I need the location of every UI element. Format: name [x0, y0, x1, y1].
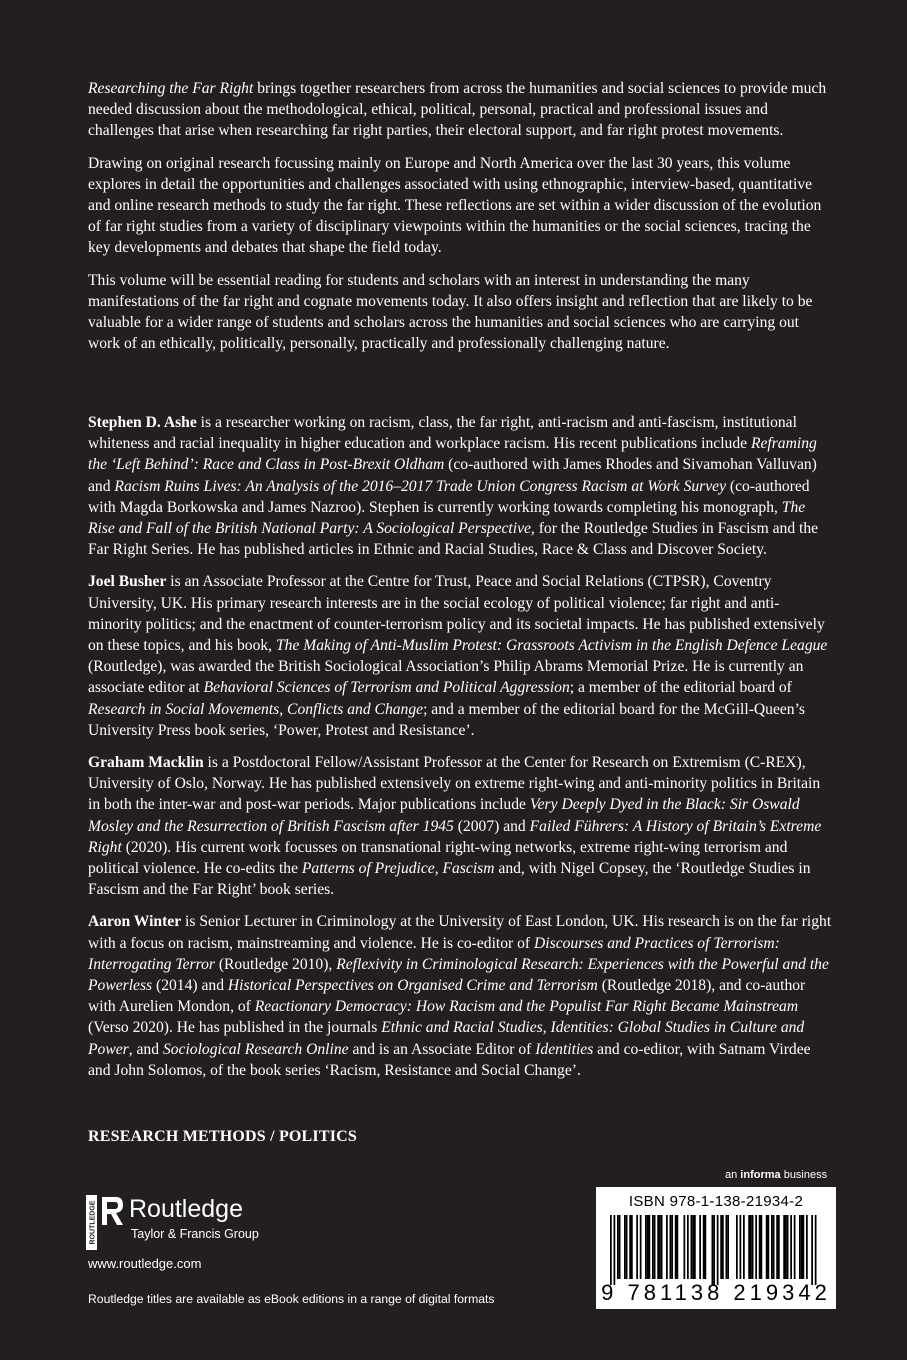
barcode-bar: [666, 1215, 668, 1279]
author-name: Aaron Winter: [88, 913, 182, 931]
barcode-bar: [727, 1215, 729, 1279]
routledge-logo-mark: [86, 1195, 126, 1250]
barcode-bar: [740, 1215, 742, 1279]
description-paragraph: [88, 78, 832, 142]
barcode-bar: [811, 1215, 813, 1285]
publication-title: Discourses and Practices of Terrorism: Interrogating Terror: [88, 934, 780, 973]
barcode-bar: [759, 1215, 761, 1279]
bio-text: is a researcher working on racism, class, the far right, anti-racism and anti-fascism, institutional whiteness and racial inequality in higher education and workplace racism. His recent publications include: [88, 414, 797, 453]
barcode-bar: [610, 1215, 612, 1285]
publication-title: Reactionary Democracy: How Racism and the Populist Far Right Became Mainstream: [254, 998, 799, 1016]
barcode-bar: [619, 1215, 621, 1279]
publication-title: The Rise and Fall of the British National Party: A Sociological Perspective: [88, 498, 806, 538]
book-description: [88, 78, 832, 365]
barcode-bar: [647, 1215, 649, 1279]
barcode-bar: [631, 1215, 633, 1279]
barcode-bar: [776, 1215, 778, 1279]
barcode-bar: [783, 1215, 785, 1279]
bio-busher: [88, 571, 832, 741]
author-bios: [88, 412, 832, 1092]
informa-business-label: [725, 1169, 827, 1181]
routledge-spine-text: ROUTLEDGE: [89, 1200, 97, 1245]
publication-title: Very Deeply Dyed in the Black: Sir Oswald Mosley and the Resurrection of British Fascism after 1945: [88, 796, 800, 835]
barcode-bar: [687, 1215, 689, 1279]
publication-title: Racism Ruins Lives: An Analysis of the 2016–2017 Trade Union Congress Racism at Work Survey: [114, 477, 727, 495]
bio-text: (Routledge), was awarded the British Sociological Association’s Philip Abrams Memorial Prize. He is currently an associate editor at: [88, 658, 804, 697]
author-name: Stephen D. Ashe: [88, 414, 197, 431]
barcode-bar: [726, 1215, 728, 1279]
publication-title: Research in Social Movements, Conflicts and Change: [88, 700, 424, 718]
barcode-bar: [787, 1215, 789, 1279]
barcode-bar: [692, 1215, 694, 1279]
barcode-bar: [801, 1215, 803, 1279]
bio-text: , for the Routledge Studies in Fascism and the Far Right Series. He has published articles in Ethnic and Racial Studies, Race & Class and Discover Society.: [88, 520, 819, 559]
publication-title: Identities: [535, 1040, 594, 1058]
barcode-bars: [608, 1215, 824, 1285]
bio-winter: [88, 911, 832, 1081]
barcode-bar: [691, 1215, 693, 1279]
barcode-bar: [670, 1215, 672, 1279]
publication-title: Failed Führers: A History of Britain’s Extreme Right: [88, 817, 822, 856]
bio-text: (2020). His current work focusses on transnational right-wing networks, extreme right-wing terrorism and political violence. He co-edits the: [88, 838, 788, 878]
barcode-bar: [703, 1215, 705, 1279]
publication-title: Identities: Global Studies in Culture and Power: [88, 1019, 805, 1058]
bio-ashe: [88, 412, 832, 560]
publication-title: Ethnic and Racial Studies: [381, 1019, 543, 1037]
publication-title: Reflexivity in Criminological Research: Experiences with the Powerful and the Powerless: [88, 955, 829, 995]
ebook-availability-note: Routledge titles are available as eBook editions in a range of digital formats: [88, 1292, 495, 1306]
barcode-bar: [677, 1215, 679, 1279]
bio-text: and co-editor, with Satnam Virdee and John Solomos, of the book series ‘Racism, Resistance and Social Change’.: [88, 1040, 811, 1079]
barcode-bar: [675, 1215, 677, 1279]
barcode-bar: [694, 1215, 696, 1279]
isbn-number: ISBN 978-1-138-21934-2: [628, 1193, 804, 1210]
bio-text: (co-authored with Magda Borkowska and James Nazroo). Stephen is currently working towards completing his monograph,: [88, 477, 810, 516]
bio-text: ,: [542, 1019, 551, 1037]
barcode-bar: [624, 1215, 626, 1279]
description-paragraph: Drawing on original research focussing mainly on Europe and North America over the last 30 years, this volume explores in detail the opportunities and challenges associated with using ethnographic, interview-based, quantitative and online research methods to study the far right. These reflections are set within a wider discussion of the evolution of far right studies from a variety of disciplinary viewpoints within the humanities or the social sciences, tracing the key developments and debates that shape the field today.: [88, 154, 822, 257]
publication-title: Patterns of Prejudice: [301, 860, 435, 878]
barcode-bar: [652, 1215, 654, 1279]
book-title: Researching the Far Right: [88, 80, 254, 97]
bio-text: (Verso 2020). He has published in the journals: [88, 1019, 382, 1037]
barcode-bar: [629, 1215, 631, 1279]
barcode-bar: [684, 1215, 686, 1279]
bio-text: (Routledge 2018), and co-author with Aurelien Mondon, of: [88, 977, 806, 1016]
barcode-bar: [766, 1215, 768, 1279]
informa-prefix: an: [725, 1169, 741, 1181]
barcode-bar: [750, 1215, 752, 1279]
barcode-bar: [815, 1215, 817, 1285]
bio-text: ; a member of the editorial board of: [569, 679, 792, 697]
barcode-bar: [661, 1215, 663, 1279]
bio-text: (co-authored with James Rhodes and Sivamohan Valluvan) and: [88, 456, 817, 495]
barcode-bar: [654, 1215, 656, 1279]
bio-text: (2007) and: [453, 817, 530, 835]
barcode-bar: [785, 1215, 787, 1279]
barcode-bar: [771, 1215, 773, 1279]
barcode-bar: [712, 1215, 714, 1285]
bio-text: ; and a member of the editorial board for the McGill-Queen’s University Press book series, ‘Power, Protest and Resistance’.: [88, 700, 805, 739]
publication-title: Reframing the ‘Left Behind’: Race and Class in Post-Brexit Oldham: [88, 435, 817, 474]
barcode-bar: [614, 1215, 616, 1285]
barcode-bar: [752, 1215, 754, 1279]
barcode-bar: [748, 1215, 750, 1279]
barcode-bar: [803, 1215, 805, 1279]
bio-text: and, with Nigel Copsey, the ‘Routledge Studies in Fascism and the Far Right’ book series.: [88, 860, 811, 899]
publisher-tagline: Taylor & Francis Group: [131, 1227, 259, 1241]
barcode-bar: [645, 1215, 647, 1279]
author-name: Graham Macklin: [88, 754, 204, 772]
barcode-bar: [768, 1215, 770, 1279]
barcode-bar: [671, 1215, 673, 1279]
barcode-bar: [743, 1215, 745, 1279]
barcode-bar: [626, 1215, 628, 1279]
bio-macklin: [88, 752, 832, 900]
bio-text: (2014) and: [152, 977, 228, 995]
barcode-bar: [722, 1215, 724, 1279]
barcode-bar: [778, 1215, 780, 1279]
barcode-bar: [713, 1215, 715, 1285]
description-text: brings together researchers from across the humanities and social sciences to provide much needed discussion about the methodological, ethical, political, personal, practical and professional issues and challenges that arise when researching far right parties, their electoral support, and far right protest movements.: [88, 80, 827, 140]
bio-text: and is an Associate Editor of: [348, 1040, 536, 1058]
barcode-bar: [657, 1215, 659, 1279]
barcode-bar: [717, 1215, 719, 1285]
barcode-bar: [636, 1215, 638, 1279]
barcode-bar: [773, 1215, 775, 1279]
barcode-bar: [736, 1215, 738, 1279]
barcode-bar: [649, 1215, 651, 1279]
barcode-bar: [806, 1215, 808, 1279]
bio-text: is a Postdoctoral Fellow/Assistant Professor at the Center for Research on Extremism (C-REX), University of Oslo, Norway. He has published extensively on extreme right-wing and anti-minority politics in Britain in both the inter-war and post-war periods. Major publications include: [88, 754, 821, 814]
routledge-logo: [86, 1195, 286, 1250]
bio-text: ,: [434, 860, 443, 878]
barcode-bar: [761, 1215, 763, 1279]
barcode-bar: [699, 1215, 701, 1279]
publication-title: Historical Perspectives on Organised Crime and Terrorism: [227, 977, 598, 995]
publication-title: Behavioral Sciences of Terrorism and Political Aggression: [203, 679, 570, 697]
barcode-bar: [720, 1215, 722, 1279]
barcode-bar: [640, 1215, 642, 1279]
barcode-bar: [659, 1215, 661, 1279]
barcode-bar: [799, 1215, 801, 1279]
bio-text: is an Associate Professor at the Centre for Trust, Peace and Social Relations (CTPSR), Coventry University, UK. His primary research interests are in the social ecology of political violence; far right and anti-minority politics; and the enactment of counter-terrorism policy and its societal impacts. He has published extensively on these topics, and his book,: [88, 573, 825, 655]
barcode-bar: [790, 1215, 792, 1279]
subject-category: RESEARCH METHODS / POLITICS: [88, 1128, 358, 1145]
informa-suffix: business: [780, 1169, 828, 1181]
informa-brand: informa: [740, 1169, 781, 1181]
barcode-digits: 9 781138 219342: [601, 1280, 831, 1305]
barcode-bar: [755, 1215, 757, 1279]
bio-text: , and: [128, 1040, 163, 1058]
description-paragraph: This volume will be essential reading for students and scholars with an interest in understanding the many manifestations of the far right and cognate movements today. It also offers insight and reflection that are likely to be valuable for a wider range of students and scholars across the humanities and social sciences who are carrying out work of an ethically, politically, personally, practically and professionally challenging nature.: [88, 271, 813, 353]
publication-title: Fascism: [442, 860, 495, 878]
barcode-bar: [794, 1215, 796, 1279]
publisher-url[interactable]: www.routledge.com: [88, 1256, 202, 1271]
barcode-bar: [705, 1215, 707, 1279]
publication-title: The Making of Anti-Muslim Protest: Grassroots Activism in the English Defence League: [275, 637, 828, 655]
publication-title: Sociological Research Online: [162, 1040, 349, 1058]
isbn-barcode: [596, 1187, 836, 1309]
author-name: Joel Busher: [88, 573, 167, 591]
bio-text: is Senior Lecturer in Criminology at the University of East London, UK. His research is on the far right with a focus on racism, mainstreaming and violence. He is co-editor of: [88, 913, 832, 952]
barcode-bar: [617, 1215, 619, 1279]
bio-text: (Routledge 2010),: [214, 955, 337, 973]
publisher-name: Routledge: [129, 1195, 243, 1223]
